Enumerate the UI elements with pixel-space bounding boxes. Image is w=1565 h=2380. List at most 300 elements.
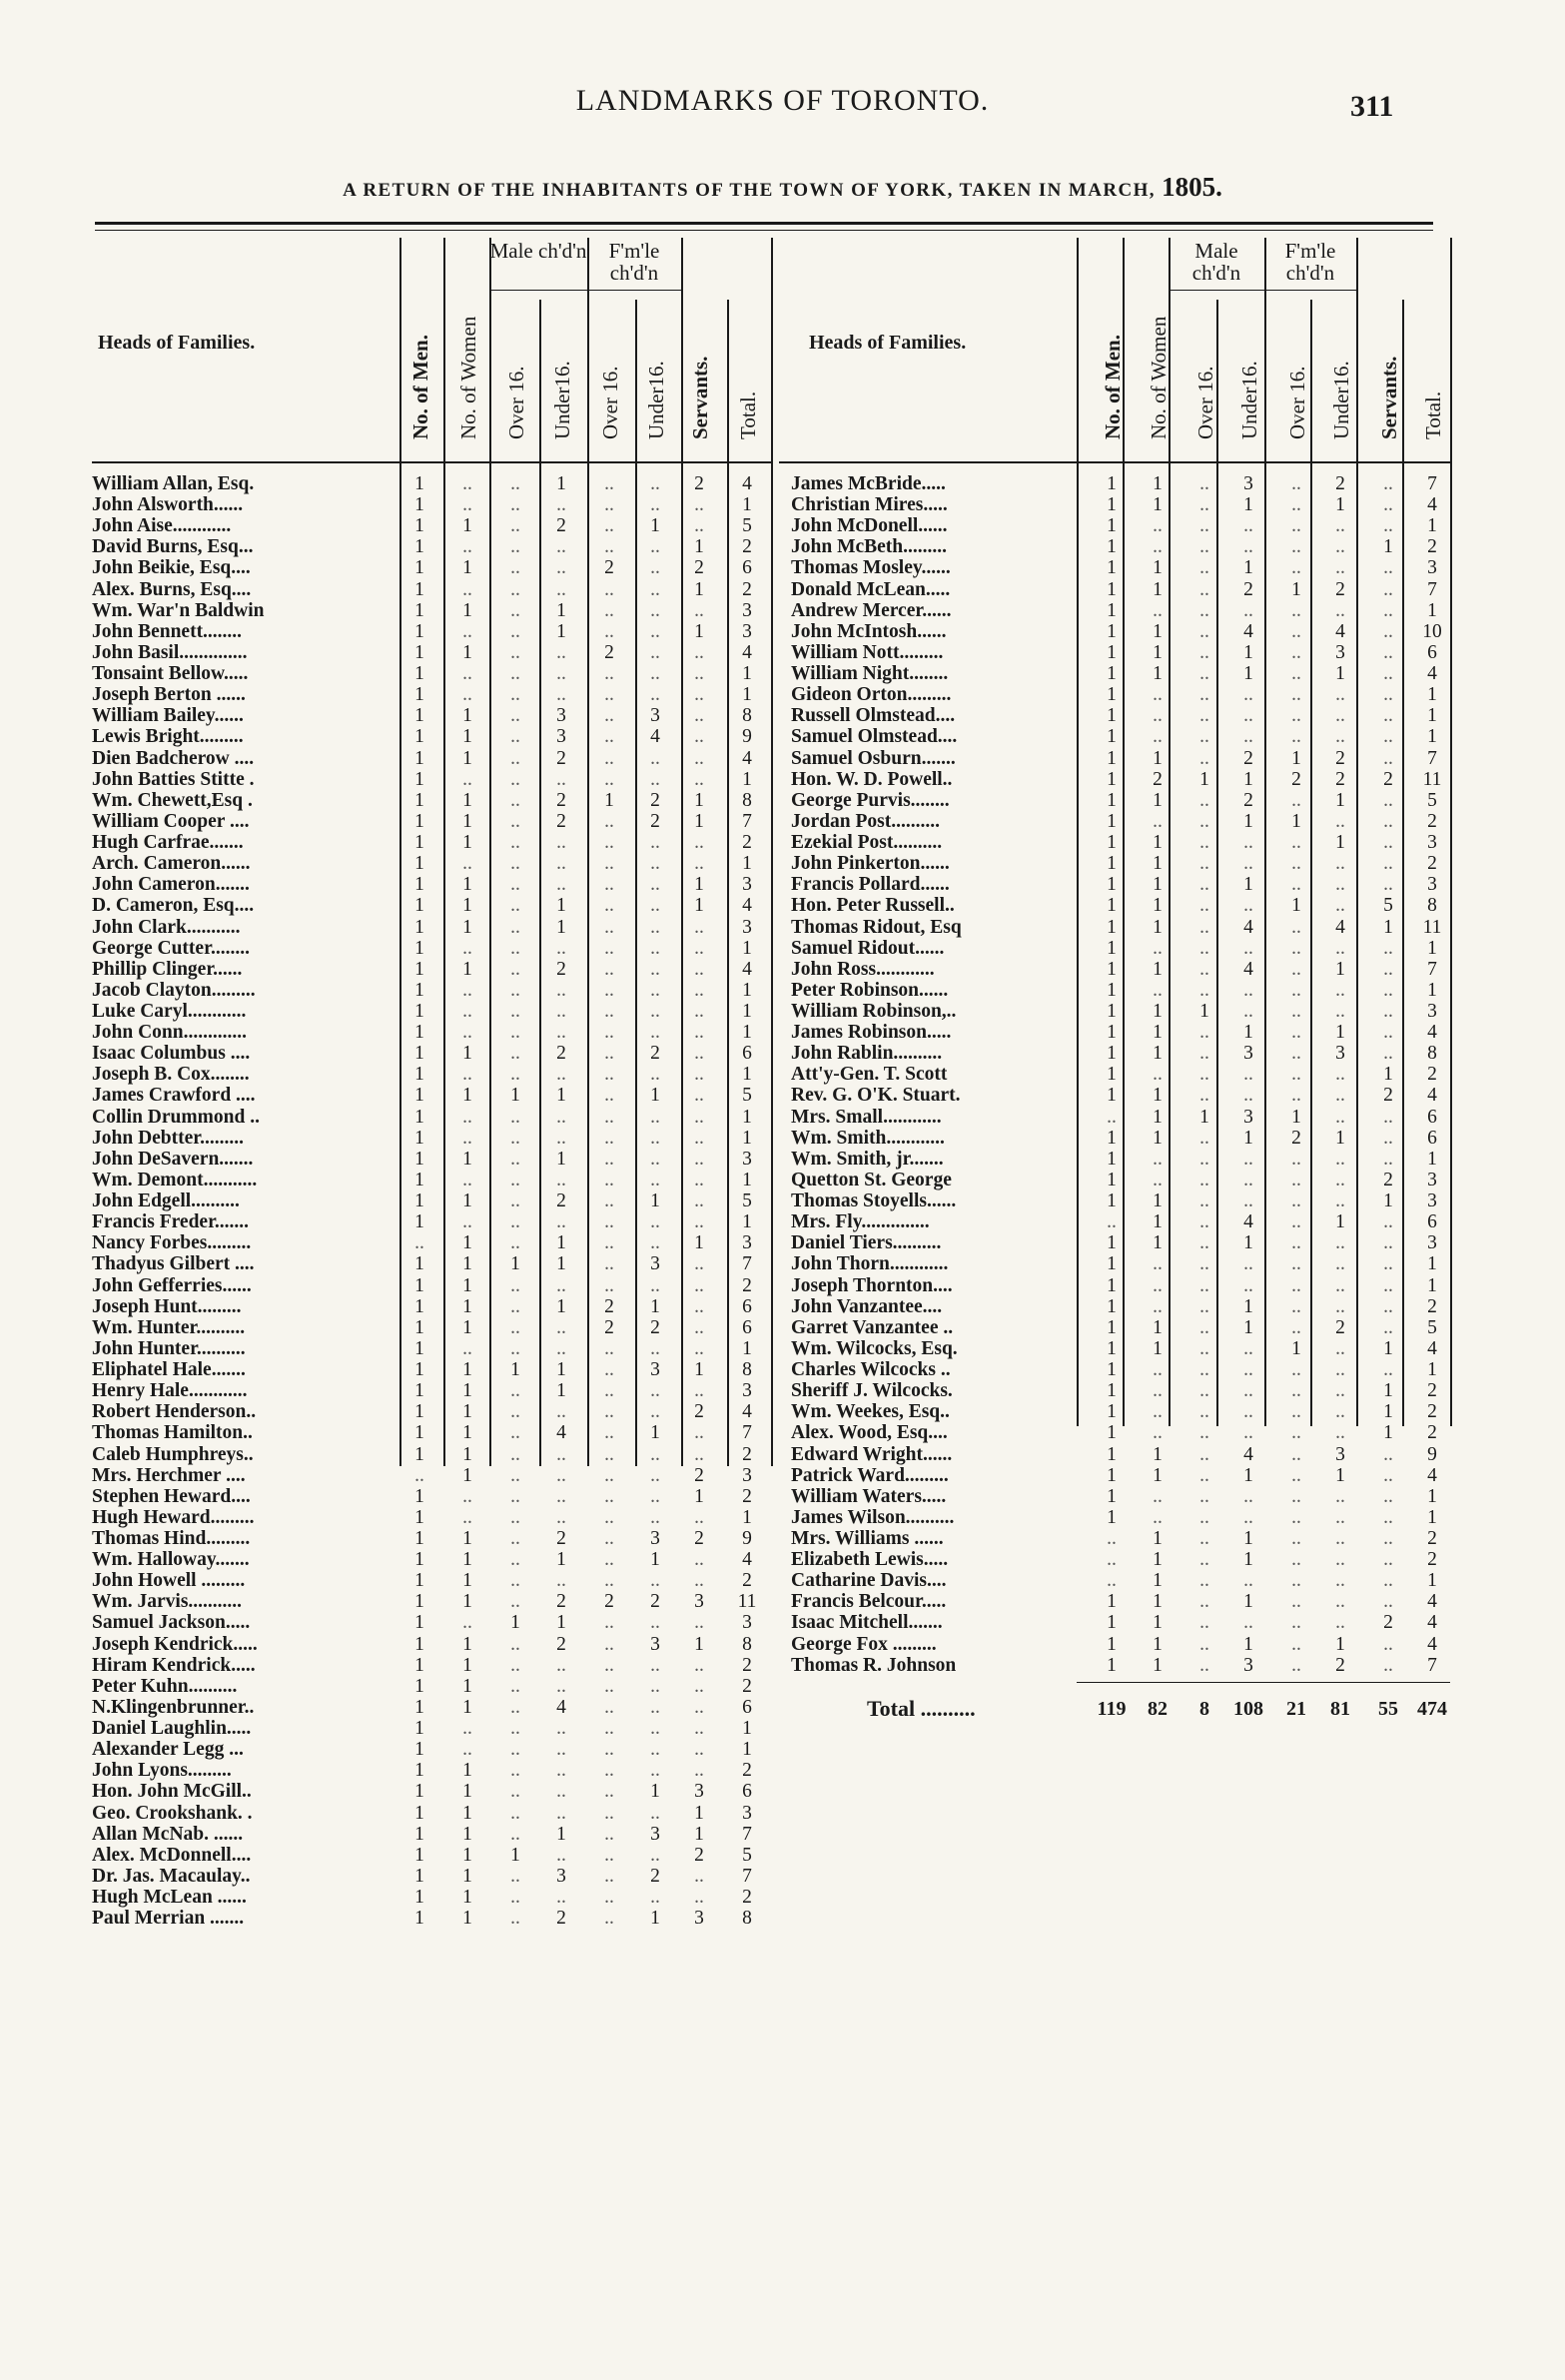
- cell-mu: ..: [556, 1211, 566, 1233]
- cell-women: 1: [462, 1274, 472, 1296]
- family-head-name: Sheriff J. Wilcocks.: [791, 1380, 953, 1402]
- cell-men: 1: [414, 1295, 424, 1317]
- family-head-name: Thomas Stoyells......: [791, 1190, 957, 1212]
- family-head-name: John Hunter..........: [92, 1337, 246, 1359]
- cell-mu: 1: [1243, 810, 1253, 832]
- cell-mu: 1: [556, 1253, 566, 1275]
- cell-fu: ..: [650, 1506, 660, 1528]
- cell-mu: 1: [1243, 768, 1253, 790]
- cell-total: 1: [1427, 979, 1437, 1001]
- cell-mu: ..: [556, 768, 566, 790]
- cell-mo: ..: [510, 1232, 520, 1254]
- cell-women: 1: [1153, 916, 1163, 938]
- family-head-name: John Batties Stitte .: [92, 768, 255, 790]
- cell-total: 1: [742, 768, 752, 790]
- cell-fo: ..: [604, 663, 614, 685]
- cell-serv: 1: [1383, 1064, 1393, 1086]
- cell-mu: ..: [556, 663, 566, 685]
- cell-mu: ..: [556, 1781, 566, 1803]
- table-top-rule-thin: [95, 230, 1433, 231]
- cell-mo: ..: [510, 1887, 520, 1909]
- cell-total: 7: [1427, 747, 1437, 769]
- total-serv: 55: [1378, 1697, 1398, 1720]
- cell-total: 8: [1427, 895, 1437, 917]
- cell-fo: ..: [604, 1106, 614, 1128]
- cell-mu: ..: [556, 1739, 566, 1761]
- cell-total: 3: [742, 1612, 752, 1634]
- cell-fo: ..: [604, 536, 614, 558]
- family-head-name: Robert Henderson..: [92, 1401, 257, 1423]
- cell-fo: ..: [1291, 1022, 1301, 1044]
- family-head-name: Joseph Hunt.........: [92, 1295, 242, 1317]
- right-table-row: [0, 494, 1565, 515]
- cell-mo: ..: [510, 1190, 520, 1212]
- cell-men: 1: [414, 1760, 424, 1782]
- cell-women: 1: [1153, 1127, 1163, 1149]
- cell-total: 1: [1427, 515, 1437, 537]
- cell-fo: ..: [604, 1422, 614, 1444]
- cell-fo: ..: [1291, 916, 1301, 938]
- cell-men: 1: [414, 958, 424, 980]
- cell-mo: ..: [510, 1380, 520, 1402]
- cell-total: 1: [1427, 726, 1437, 748]
- cell-fu: 1: [1335, 1464, 1345, 1486]
- left-col-header-text: No. of Men.: [408, 335, 432, 439]
- cell-men: 1: [414, 1043, 424, 1065]
- cell-women: ..: [1153, 1359, 1163, 1381]
- cell-mu: ..: [1243, 1485, 1253, 1507]
- family-head-name: David Burns, Esq...: [92, 536, 254, 558]
- cell-total: 1: [1427, 1253, 1437, 1275]
- family-head-name: Mrs. Williams ......: [791, 1528, 944, 1549]
- family-head-name: Alex. Wood, Esq....: [791, 1422, 948, 1444]
- cell-total: 1: [742, 494, 752, 516]
- cell-men: 1: [1107, 1591, 1117, 1613]
- left-table-row: [0, 1760, 1565, 1781]
- cell-mo: ..: [510, 979, 520, 1001]
- cell-fo: ..: [604, 1022, 614, 1044]
- cell-women: ..: [462, 1127, 472, 1149]
- cell-total: 9: [742, 1528, 752, 1549]
- cell-fu: ..: [650, 1232, 660, 1254]
- cell-mo: ..: [510, 705, 520, 727]
- cell-mu: ..: [1243, 979, 1253, 1001]
- cell-mo: ..: [1199, 853, 1209, 875]
- cell-total: 4: [1427, 1591, 1437, 1613]
- cell-fu: ..: [650, 641, 660, 663]
- cell-mu: 1: [1243, 1232, 1253, 1254]
- cell-mo: ..: [1199, 726, 1209, 748]
- cell-mu: 1: [556, 895, 566, 917]
- cell-fo: ..: [1291, 1169, 1301, 1190]
- cell-men: 1: [414, 1211, 424, 1233]
- cell-mo: ..: [1199, 684, 1209, 706]
- cell-fu: 2: [650, 1591, 660, 1613]
- cell-serv: 1: [694, 1802, 704, 1824]
- cell-mu: ..: [556, 494, 566, 516]
- cell-men: 1: [414, 768, 424, 790]
- cell-mu: 2: [556, 789, 566, 811]
- cell-fu: ..: [1335, 1148, 1345, 1170]
- cell-mo: ..: [1199, 1654, 1209, 1676]
- cell-mo: ..: [510, 1654, 520, 1676]
- cell-fu: 4: [1335, 916, 1345, 938]
- family-head-name: John Gefferries......: [92, 1274, 252, 1296]
- cell-mu: 1: [556, 1359, 566, 1381]
- cell-serv: ..: [694, 1718, 704, 1740]
- cell-total: 1: [1427, 684, 1437, 706]
- left-table-row: [0, 1887, 1565, 1908]
- cell-serv: 1: [694, 810, 704, 832]
- cell-women: ..: [462, 1612, 472, 1634]
- cell-mo: ..: [1199, 1485, 1209, 1507]
- cell-mu: 1: [556, 599, 566, 621]
- cell-women: ..: [462, 1506, 472, 1528]
- cell-men: 1: [414, 1570, 424, 1592]
- cell-fu: 1: [1335, 832, 1345, 854]
- cell-total: 1: [742, 1127, 752, 1149]
- cell-serv: 1: [1383, 1380, 1393, 1402]
- cell-mu: ..: [556, 1001, 566, 1022]
- cell-mu: 1: [1243, 1633, 1253, 1655]
- family-head-name: Paul Merrian .......: [92, 1908, 245, 1930]
- family-head-name: James Wilson..........: [791, 1506, 955, 1528]
- cell-fu: 1: [650, 1085, 660, 1107]
- cell-fo: ..: [1291, 726, 1301, 748]
- cell-women: 1: [462, 1591, 472, 1613]
- cell-mo: ..: [510, 937, 520, 959]
- cell-women: 1: [462, 747, 472, 769]
- cell-mo: ..: [1199, 958, 1209, 980]
- cell-mu: 1: [556, 1232, 566, 1254]
- cell-mu: ..: [556, 1802, 566, 1824]
- cell-fo: ..: [1291, 832, 1301, 854]
- cell-fo: ..: [1291, 1422, 1301, 1444]
- cell-mu: ..: [1243, 1612, 1253, 1634]
- cell-mu: ..: [556, 1443, 566, 1465]
- cell-fo: 1: [1291, 895, 1301, 917]
- cell-serv: 1: [694, 874, 704, 896]
- family-head-name: John DeSavern.......: [92, 1148, 254, 1170]
- cell-women: 1: [462, 1528, 472, 1549]
- cell-mu: ..: [1243, 1422, 1253, 1444]
- left-col-header-text: Under16.: [550, 361, 574, 439]
- cell-serv: 5: [1383, 895, 1393, 917]
- cell-serv: ..: [694, 1337, 704, 1359]
- cell-fo: ..: [604, 937, 614, 959]
- cell-mu: ..: [556, 641, 566, 663]
- cell-fu: 1: [1335, 958, 1345, 980]
- cell-serv: ..: [694, 726, 704, 748]
- cell-mo: ..: [510, 557, 520, 579]
- family-head-name: Andrew Mercer......: [791, 599, 952, 621]
- right-table-row: [0, 1107, 1565, 1128]
- family-head-name: Dr. Jas. Macaulay..: [92, 1865, 251, 1887]
- cell-women: 1: [1153, 1316, 1163, 1338]
- cell-mu: ..: [556, 937, 566, 959]
- family-head-name: Arch. Cameron......: [92, 853, 251, 875]
- family-head-name: Mrs. Small............: [791, 1106, 942, 1128]
- family-head-name: Ezekial Post..........: [791, 832, 943, 854]
- cell-fu: ..: [1335, 1337, 1345, 1359]
- cell-total: 2: [742, 1675, 752, 1697]
- cell-mo: ..: [510, 895, 520, 917]
- cell-mo: ..: [1199, 1064, 1209, 1086]
- cell-total: 1: [742, 1211, 752, 1233]
- family-head-name: Charles Wilcocks ..: [791, 1359, 951, 1381]
- cell-mo: ..: [1199, 1401, 1209, 1423]
- cell-serv: ..: [694, 1295, 704, 1317]
- cell-mo: 1: [1199, 768, 1209, 790]
- cell-mu: 3: [556, 1865, 566, 1887]
- cell-serv: ..: [1383, 515, 1393, 537]
- right-table-row: [0, 1317, 1565, 1338]
- right-table-row: [0, 579, 1565, 600]
- cell-fu: ..: [1335, 1506, 1345, 1528]
- cell-fo: ..: [604, 1718, 614, 1740]
- cell-serv: 1: [1383, 1337, 1393, 1359]
- cell-total: 2: [1427, 810, 1437, 832]
- cell-fo: ..: [1291, 853, 1301, 875]
- cell-women: 1: [1153, 494, 1163, 516]
- cell-men: 1: [1107, 494, 1117, 516]
- cell-fo: ..: [604, 494, 614, 516]
- cell-mu: 4: [556, 1422, 566, 1444]
- cell-mu: ..: [1243, 1169, 1253, 1190]
- cell-women: 1: [462, 1549, 472, 1571]
- cell-serv: ..: [1383, 1001, 1393, 1022]
- family-head-name: Wm. Weekes, Esq..: [791, 1401, 950, 1423]
- cell-mu: 1: [1243, 1464, 1253, 1486]
- cell-men: 1: [1107, 1043, 1117, 1065]
- cell-fu: ..: [650, 1612, 660, 1634]
- cell-total: 1: [742, 1064, 752, 1086]
- cell-men: 1: [414, 1316, 424, 1338]
- cell-women: ..: [1153, 599, 1163, 621]
- family-head-name: James Robinson.....: [791, 1022, 952, 1044]
- cell-serv: ..: [1383, 1148, 1393, 1170]
- cell-fu: ..: [650, 874, 660, 896]
- cell-women: 1: [462, 1887, 472, 1909]
- total-men: 119: [1097, 1697, 1127, 1720]
- cell-total: 6: [1427, 641, 1437, 663]
- family-head-name: Wm. Wilcocks, Esq.: [791, 1337, 958, 1359]
- right-table-row: [0, 1085, 1565, 1106]
- cell-total: 4: [1427, 1612, 1437, 1634]
- cell-fu: ..: [650, 1064, 660, 1086]
- cell-total: 1: [742, 1718, 752, 1740]
- cell-women: ..: [1153, 705, 1163, 727]
- cell-fo: ..: [604, 1760, 614, 1782]
- cell-serv: ..: [694, 1654, 704, 1676]
- cell-fo: ..: [604, 1802, 614, 1824]
- cell-total: 1: [742, 853, 752, 875]
- family-head-name: John McBeth.........: [791, 536, 947, 558]
- cell-women: 1: [1153, 641, 1163, 663]
- cell-total: 4: [1427, 1464, 1437, 1486]
- cell-fu: 3: [650, 1528, 660, 1549]
- cell-mu: 1: [556, 1295, 566, 1317]
- cell-serv: ..: [694, 1127, 704, 1149]
- cell-mo: ..: [1199, 1337, 1209, 1359]
- right-table-row: [0, 557, 1565, 578]
- cell-women: 1: [1153, 874, 1163, 896]
- cell-fu: 1: [1335, 789, 1345, 811]
- cell-men: 1: [414, 1908, 424, 1930]
- cell-fo: ..: [604, 1211, 614, 1233]
- cell-men: 1: [1107, 1274, 1117, 1296]
- cell-mo: ..: [1199, 1022, 1209, 1044]
- cell-serv: ..: [1383, 1106, 1393, 1128]
- family-head-name: Mrs. Fly..............: [791, 1211, 930, 1233]
- cell-men: 1: [414, 832, 424, 854]
- family-head-name: Caleb Humphreys..: [92, 1443, 254, 1465]
- cell-mu: ..: [556, 1401, 566, 1423]
- cell-fu: 2: [1335, 1316, 1345, 1338]
- cell-mu: 2: [556, 1190, 566, 1212]
- cell-fo: ..: [604, 979, 614, 1001]
- cell-mu: ..: [1243, 1359, 1253, 1381]
- cell-fu: ..: [650, 1380, 660, 1402]
- cell-serv: ..: [694, 1064, 704, 1086]
- cell-fo: ..: [1291, 663, 1301, 685]
- right-table-row: [0, 1149, 1565, 1170]
- cell-women: 1: [462, 1675, 472, 1697]
- cell-serv: ..: [1383, 684, 1393, 706]
- cell-serv: ..: [694, 1865, 704, 1887]
- cell-women: ..: [1153, 1169, 1163, 1190]
- family-head-name: Alex. McDonnell....: [92, 1844, 252, 1866]
- family-head-name: Stephen Heward....: [92, 1485, 251, 1507]
- family-head-name: John Bennett........: [92, 620, 243, 642]
- cell-men: 1: [1107, 874, 1117, 896]
- cell-mo: ..: [510, 810, 520, 832]
- cell-total: 1: [1427, 937, 1437, 959]
- cell-women: ..: [1153, 810, 1163, 832]
- cell-women: ..: [462, 578, 472, 600]
- total-fu: 81: [1330, 1697, 1350, 1720]
- cell-fo: ..: [604, 1401, 614, 1423]
- cell-total: 2: [1427, 1064, 1437, 1086]
- cell-fo: ..: [1291, 874, 1301, 896]
- cell-fu: ..: [1335, 726, 1345, 748]
- cell-mu: ..: [556, 536, 566, 558]
- family-head-name: Jordan Post..........: [791, 810, 940, 832]
- cell-mu: 1: [1243, 1591, 1253, 1613]
- family-head-name: Joseph Kendrick.....: [92, 1633, 258, 1655]
- cell-fo: ..: [1291, 536, 1301, 558]
- cell-men: 1: [1107, 832, 1117, 854]
- cell-mu: 1: [1243, 874, 1253, 896]
- cell-men: 1: [1107, 853, 1117, 875]
- cell-men: 1: [1107, 1253, 1117, 1275]
- cell-men: ..: [1107, 1549, 1117, 1571]
- cell-serv: ..: [1383, 1022, 1393, 1044]
- cell-mu: ..: [556, 853, 566, 875]
- cell-total: 3: [742, 599, 752, 621]
- right-table-row: [0, 621, 1565, 642]
- cell-fu: ..: [650, 1696, 660, 1718]
- cell-total: 6: [742, 1295, 752, 1317]
- cell-women: 1: [462, 916, 472, 938]
- cell-men: 1: [414, 1380, 424, 1402]
- cell-women: ..: [1153, 1274, 1163, 1296]
- cell-fo: ..: [604, 1380, 614, 1402]
- cell-fu: ..: [650, 494, 660, 516]
- cell-women: 1: [462, 515, 472, 537]
- cell-serv: ..: [1383, 1443, 1393, 1465]
- cell-fo: ..: [1291, 1295, 1301, 1317]
- cell-men: 1: [1107, 810, 1117, 832]
- cell-men: 1: [414, 494, 424, 516]
- cell-serv: ..: [694, 1148, 704, 1170]
- cell-fo: ..: [604, 1844, 614, 1866]
- cell-men: 1: [1107, 1337, 1117, 1359]
- cell-serv: ..: [694, 916, 704, 938]
- cell-fo: ..: [1291, 1528, 1301, 1549]
- cell-fo: ..: [1291, 1654, 1301, 1676]
- cell-men: 1: [414, 1675, 424, 1697]
- cell-fu: ..: [650, 1127, 660, 1149]
- cell-mu: 1: [1243, 663, 1253, 685]
- cell-women: 1: [462, 789, 472, 811]
- cell-mu: 4: [1243, 620, 1253, 642]
- right-table-row: [0, 1296, 1565, 1317]
- cell-mu: 1: [556, 1148, 566, 1170]
- cell-fo: ..: [1291, 494, 1301, 516]
- cell-women: 1: [462, 1781, 472, 1803]
- cell-men: 1: [414, 515, 424, 537]
- cell-serv: ..: [694, 663, 704, 685]
- cell-fo: 2: [604, 641, 614, 663]
- cell-serv: 1: [694, 1485, 704, 1507]
- cell-men: 1: [414, 747, 424, 769]
- right-table-row: [0, 895, 1565, 916]
- cell-men: 1: [414, 895, 424, 917]
- cell-men: 1: [1107, 1422, 1117, 1444]
- cell-fo: ..: [604, 578, 614, 600]
- cell-men: 1: [414, 1190, 424, 1212]
- cell-fo: ..: [604, 1337, 614, 1359]
- family-head-name: John Basil..............: [92, 641, 248, 663]
- cell-total: 9: [1427, 1443, 1437, 1465]
- cell-men: 1: [414, 599, 424, 621]
- cell-serv: 2: [1383, 1612, 1393, 1634]
- cell-men: 1: [414, 1696, 424, 1718]
- cell-fu: 3: [650, 1823, 660, 1845]
- family-head-name: Att'y-Gen. T. Scott: [791, 1064, 948, 1086]
- cell-mo: ..: [510, 1675, 520, 1697]
- cell-mu: ..: [1243, 1401, 1253, 1423]
- cell-serv: ..: [694, 1169, 704, 1190]
- cell-serv: ..: [1383, 641, 1393, 663]
- cell-fo: ..: [604, 1781, 614, 1803]
- table-top-rule: [95, 222, 1433, 225]
- cell-mu: 1: [556, 1549, 566, 1571]
- cell-women: ..: [462, 1022, 472, 1044]
- cell-fo: ..: [1291, 1001, 1301, 1022]
- cell-total: 1: [1427, 1274, 1437, 1296]
- cell-fu: 1: [650, 1295, 660, 1317]
- cell-fu: ..: [650, 1337, 660, 1359]
- cell-mo: ..: [510, 1295, 520, 1317]
- cell-mu: ..: [556, 1485, 566, 1507]
- family-head-name: Hon. W. D. Powell..: [791, 768, 953, 790]
- cell-women: ..: [1153, 937, 1163, 959]
- cell-men: 1: [1107, 1612, 1117, 1634]
- cell-mu: ..: [1243, 895, 1253, 917]
- family-head-name: Catharine Davis....: [791, 1570, 947, 1592]
